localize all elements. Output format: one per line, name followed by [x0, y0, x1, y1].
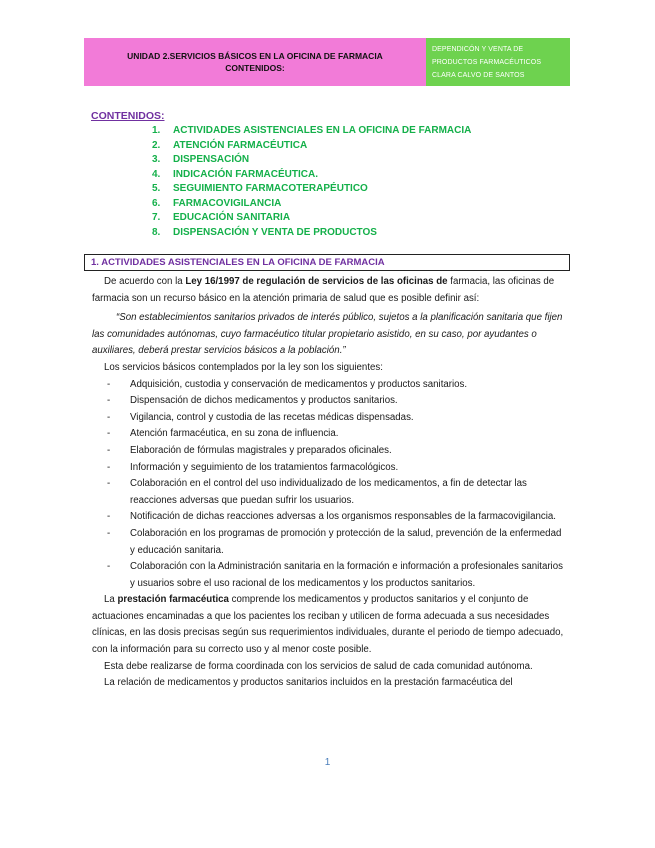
list-item: - Dispensación de dichos medicamentos y productos sanitarios. — [92, 393, 564, 410]
prestacion-paragraph: La prestación farmacéutica comprende los medicamentos y productos sanitarios y el conjunto de actuaciones encaminadas a que los pacientes los reciban y utilicen de forma adecuada a sus necesidades clínicas, en las dosis precisas según sus requerimientos individuales, durante el periodo de tiempo adecuado, con la información para su correcto uso y al menor coste posible. — [92, 594, 564, 656]
relation-paragraph: La relación de medicamentos y productos sanitarios incluidos en la prestación farmacéutica del — [104, 677, 513, 689]
contents-label: CONTENIDOS: — [225, 63, 285, 73]
list-item: - Información y seguimiento de los tratamientos farmacológicos. — [92, 460, 564, 477]
module-line-2: PRODUCTOS FARMACÉUTICOS — [432, 59, 542, 66]
toc-item: 1. ACTIVIDADES ASISTENCIALES EN LA OFICINA DE FARMACIA — [152, 125, 472, 136]
toc-item: 8. DISPENSACIÓN Y VENTA DE PRODUCTOS — [152, 226, 377, 238]
unit-title: UNIDAD 2.SERVICIOS BÁSICOS EN LA OFICINA DE FARMACIA — [127, 51, 383, 61]
table-of-contents — [152, 124, 471, 240]
list-item: - Vigilancia, control y custodia de las recetas médicas dispensadas. — [92, 410, 564, 427]
page-number: 1 — [324, 757, 331, 768]
toc-title: CONTENIDOS: — [91, 110, 165, 122]
services-intro: Los servicios básicos contemplados por la ley son los siguientes: — [104, 361, 383, 373]
toc-item: 4. INDICACIÓN FARMACÉUTICA. — [152, 168, 318, 180]
list-item: - Colaboración con la Administración sanitaria en la formación e información a profesionales sanitarios y usuarios sobre el uso racional de los medicamentos y los productos sanitarios. — [92, 559, 564, 592]
list-item: - Colaboración en el control del uso individualizado de los medicamentos, a fin de detectar las reacciones adversas que puedan sufrir los usuarios. — [92, 476, 564, 509]
definition-quote: “Son establecimientos sanitarios privados de interés público, sujetos a la planificación sanitaria que fijen las comunidades autónomas, cuyo farmacéutico titular propietario asistido, en su caso, por ayudantes o auxiliares, deberá prestar servicios básicos a la población.” — [92, 312, 563, 357]
list-item: - Adquisición, custodia y conservación de medicamentos y productos sanitarios. — [92, 377, 564, 394]
list-item: - Elaboración de fórmulas magistrales y preparados oficinales. — [92, 443, 564, 460]
module-line-1: DEPENDICÓN Y VENTA DE — [432, 46, 524, 53]
coordination-paragraph: Esta debe realizarse de forma coordinada con los servicios de salud de cada comunidad autónoma. — [104, 660, 533, 672]
list-item: - Colaboración en los programas de promoción y protección de la salud, prevención de la enfermedad y educación sanitaria. — [92, 526, 564, 559]
toc-item: 2. ATENCIÓN FARMACÉUTICA — [152, 139, 308, 151]
section-1-body — [92, 274, 564, 692]
header-unit-block — [84, 38, 426, 86]
toc-item: 7. EDUCACIÓN SANITARIA — [152, 212, 291, 223]
section-1-heading: 1. ACTIVIDADES ASISTENCIALES EN LA OFICINA DE FARMACIA — [84, 254, 570, 271]
author-name: CLARA CALVO DE SANTOS — [432, 72, 525, 79]
intro-paragraph: De acuerdo con la Ley 16/1997 de regulación de servicios de las oficinas de farmacia, las oficinas de farmacia son un recurso básico en la atención primaria de salud que es posible definir así: — [92, 276, 555, 304]
toc-item: 6. FARMACOVIGILANCIA — [152, 197, 282, 209]
header-module-block — [426, 38, 570, 86]
toc-item: 5. SEGUIMIENTO FARMACOTERAPÉUTICO — [152, 183, 368, 194]
list-item: - Atención farmacéutica, en su zona de influencia. — [92, 426, 564, 443]
toc-item: 3. DISPENSACIÓN — [152, 154, 250, 165]
list-item: - Notificación de dichas reacciones adversas a los organismos responsables de la farmacovigilancia. — [92, 509, 564, 526]
services-list — [92, 377, 564, 593]
